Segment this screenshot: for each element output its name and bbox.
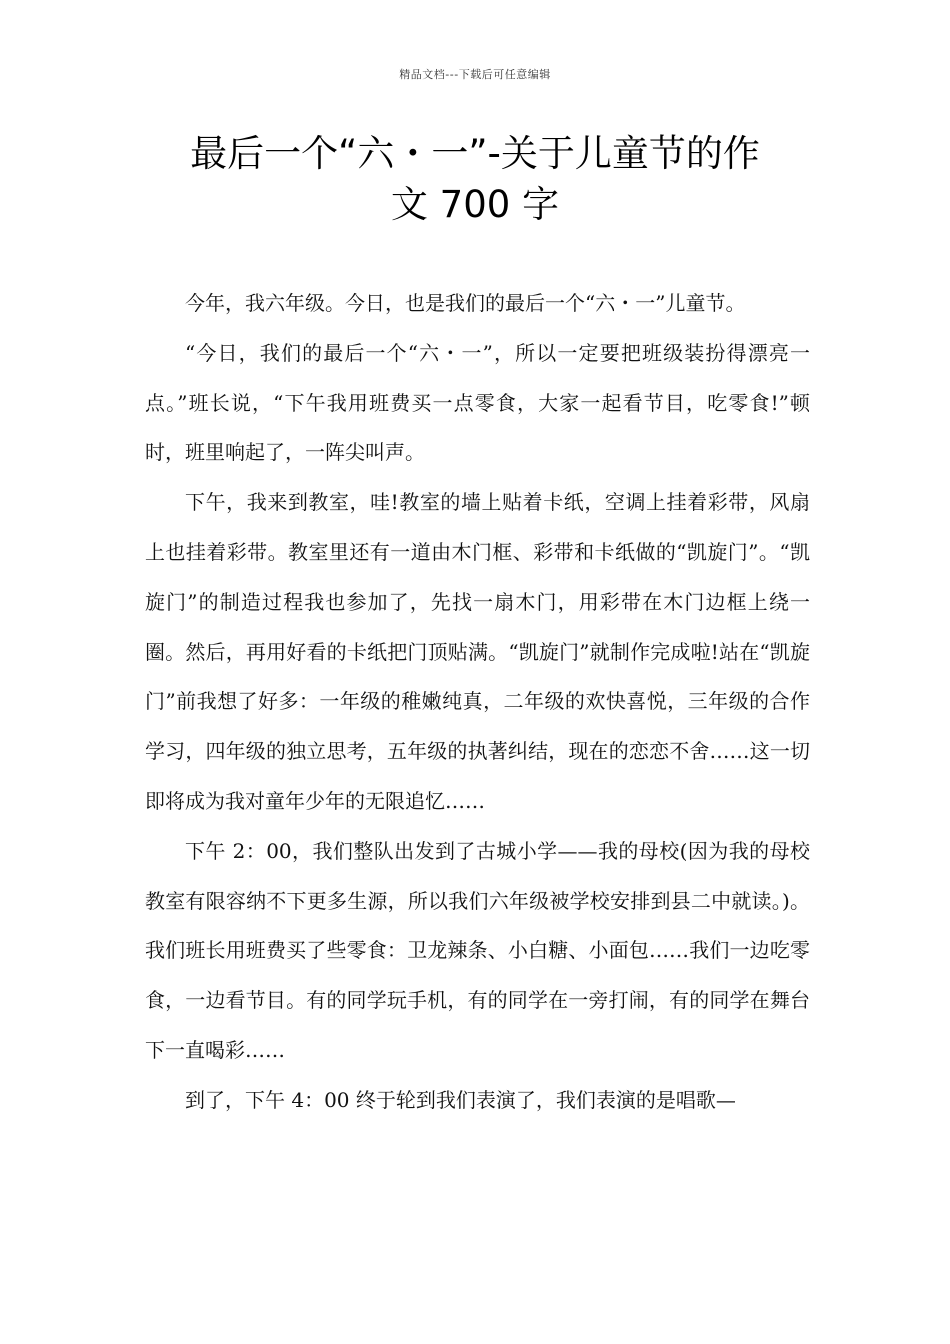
paragraph-5: 到了，下午 4：00 终于轮到我们表演了，我们表演的是唱歌— <box>185 1087 736 1112</box>
paragraph-3: 下午，我来到教室，哇!教室的墙上贴着卡纸，空调上挂着彩带，风扇上也挂着彩带。教室里还有一道由木门框、彩带和卡纸做的“凯旋门”。“凯旋门”的制造过程我也参加了，先找一扇木门，用彩带在木门边框上绕一圈。然后，再用好看的卡纸把门顶贴满。“凯旋门”就制作完成啦!站在“凯旋门”前我想了好多：一年级的稚嫩纯真，二年级的欢快喜悦，三年级的合作学习，四年级的独立思考，五年级的执著纠结，现在的恋恋不舍……这一切即将成为我对童年少年的无限追忆…… <box>145 490 810 813</box>
paragraph-4: 下午 2：00，我们整队出发到了古城小学——我的母校(因为我的母校教室有限容纳不下更多生源，所以我们六年级被学校安排到县二中就读。)。我们班长用班费买了些零食：卫龙辣条、小白糖、小面包……我们一边吃零食，一边看节目。有的同学玩手机，有的同学在一旁打闹，有的同学在舞台下一直喝彩…… <box>145 838 810 1062</box>
document-title <box>120 128 830 230</box>
paragraph-2: “今日，我们的最后一个“六・一”，所以一定要把班级装扮得漂亮一点。”班长说，“下午我用班费买一点零食，大家一起看节目，吃零食!”顿时，班里响起了，一阵尖叫声。 <box>145 340 810 465</box>
article-body <box>145 279 810 1126</box>
title-line-2: 文 700 字 <box>390 183 560 226</box>
paragraph-1: 今年，我六年级。今日，也是我们的最后一个“六・一”儿童节。 <box>185 291 746 315</box>
page-header: 精品文档---下载后可任意编辑 <box>399 68 551 81</box>
title-line-1: 最后一个“六・一”-关于儿童节的作 <box>190 132 760 175</box>
